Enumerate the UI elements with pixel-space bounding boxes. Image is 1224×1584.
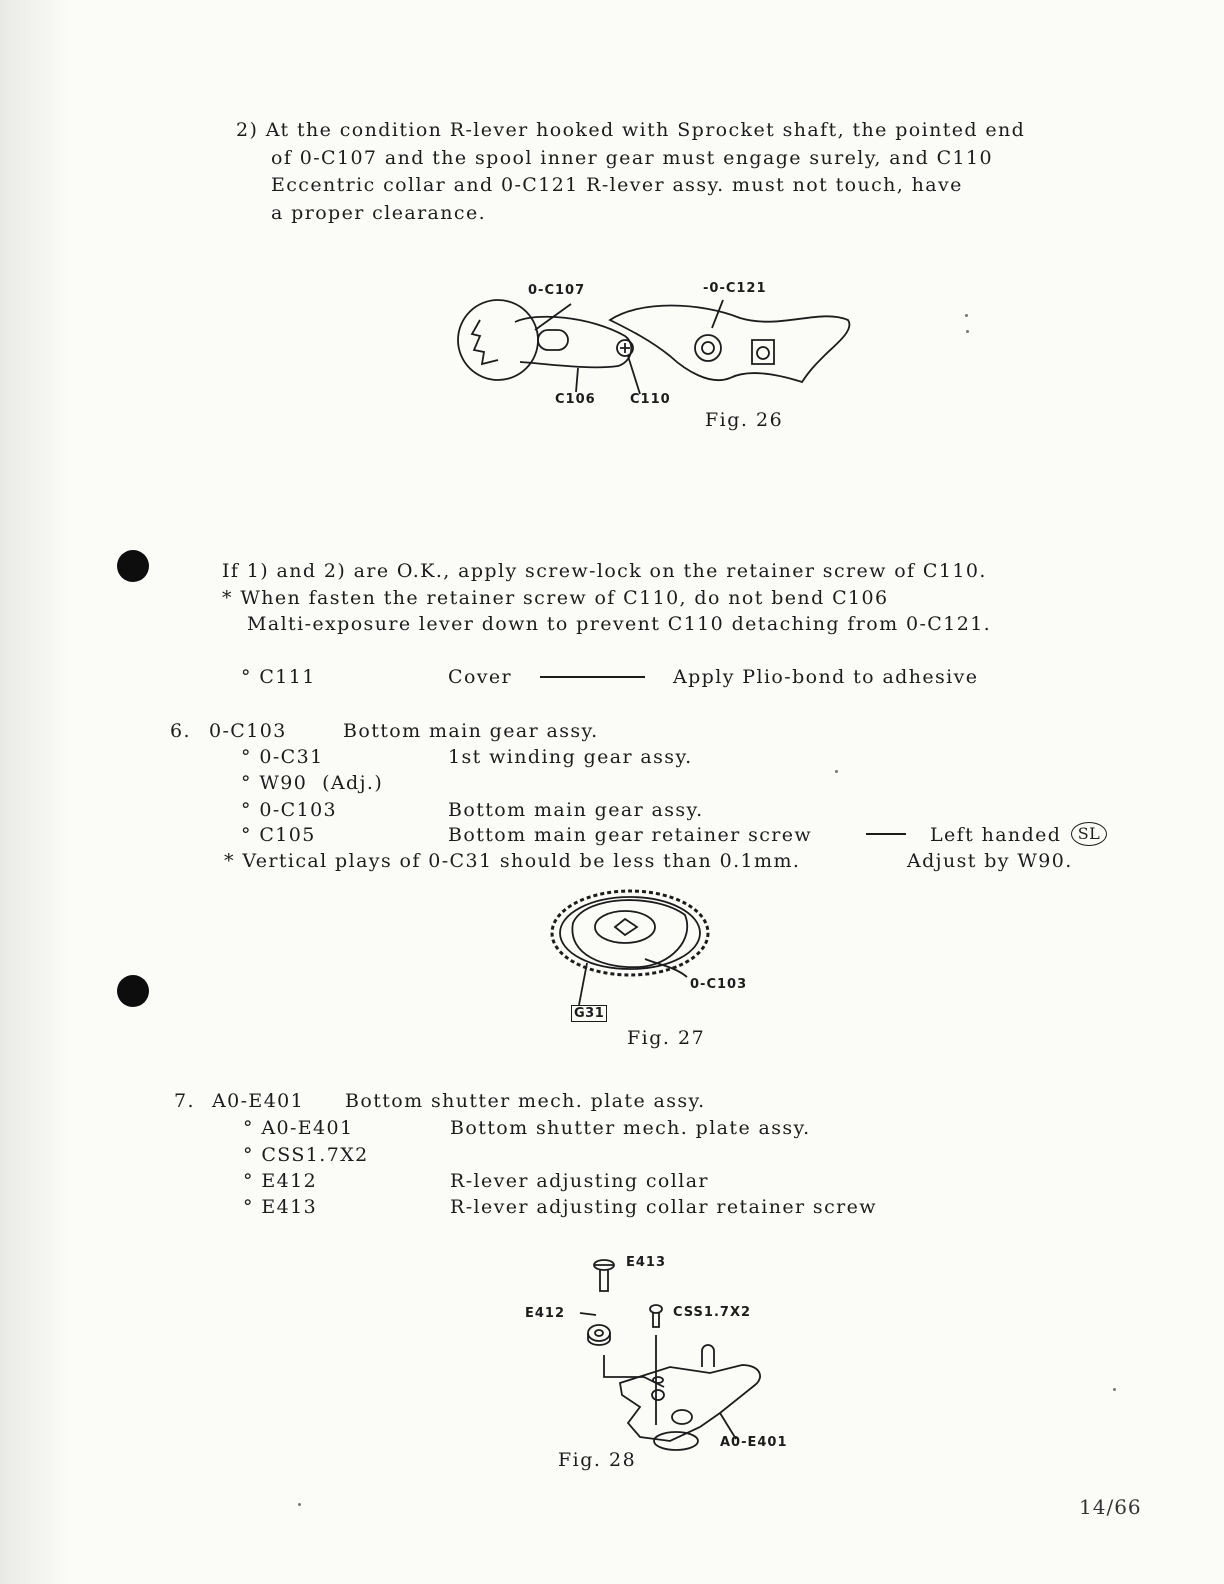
note-line-1: If 1) and 2) are O.K., apply screw-lock on the retainer screw of C110. xyxy=(222,560,987,582)
section7-item-desc: R-lever adjusting collar xyxy=(450,1170,709,1192)
section6-item-part: ° 0-C31 xyxy=(241,746,324,768)
section7-number: 7. xyxy=(174,1090,195,1112)
scan-speck xyxy=(966,330,969,333)
section7-item-part: ° E412 xyxy=(243,1170,318,1192)
section7-item-part: ° E413 xyxy=(243,1196,318,1218)
punch-hole-top xyxy=(117,550,149,582)
step2-line-1: 2) At the condition R-lever hooked with Sprocket shaft, the pointed end xyxy=(236,119,1026,141)
left-handed-label: Left handed xyxy=(930,824,1062,846)
step2-line-2: of 0-C107 and the spool inner gear must engage surely, and C110 xyxy=(271,147,994,169)
fig28-label-a0-e401: A0-E401 xyxy=(720,1435,788,1450)
section6-item-desc: Bottom main gear assy. xyxy=(448,799,704,821)
section7-part: A0-E401 xyxy=(212,1090,305,1112)
fig27-label-g31: G31 xyxy=(571,1005,607,1022)
section6-adjust: Adjust by W90. xyxy=(907,850,1073,872)
section6-item-part: ° C105 xyxy=(241,824,316,846)
section7-title: Bottom shutter mech. plate assy. xyxy=(345,1090,706,1112)
fig26-label-0-c107: 0-C107 xyxy=(528,283,586,298)
scan-speck xyxy=(298,1503,301,1506)
note-line-3: Malti-exposure lever down to prevent C110 detaching from 0-C121. xyxy=(247,613,992,635)
section6-item-desc: 1st winding gear assy. xyxy=(448,746,693,768)
scan-speck xyxy=(835,770,838,773)
step2-line-3: Eccentric collar and 0-C121 R-lever assy. must not touch, have xyxy=(271,174,963,196)
section7-item-desc: Bottom shutter mech. plate assy. xyxy=(450,1117,811,1139)
fig28-drawing xyxy=(560,1255,780,1465)
fig26-label-0-c121: -0-C121 xyxy=(703,281,767,296)
section6-number: 6. xyxy=(170,720,191,742)
section6-item-part: ° 0-C103 xyxy=(241,799,338,821)
c111-leader-line xyxy=(540,676,645,678)
c111-instruction: Apply Plio-bond to adhesive xyxy=(673,666,979,688)
fig26-label-c106: C106 xyxy=(555,392,596,407)
section7-item-part: ° CSS1.7X2 xyxy=(243,1144,369,1166)
scan-speck xyxy=(965,314,968,317)
fig27-caption: Fig. 27 xyxy=(627,1027,706,1049)
sl-mark: SL xyxy=(1071,822,1107,846)
fig27-drawing xyxy=(545,885,715,1015)
fig28-label-css1-7x2: CSS1.7X2 xyxy=(673,1305,752,1320)
section6-item-part: ° W90 (Adj.) xyxy=(241,772,384,794)
fig26-caption: Fig. 26 xyxy=(705,409,784,431)
section6-note: * Vertical plays of 0-C31 should be less than 0.1mm. xyxy=(224,850,801,872)
section6-part: 0-C103 xyxy=(209,720,287,742)
scan-edge-shade xyxy=(0,0,70,1584)
fig27-label-0-c103: 0-C103 xyxy=(690,977,748,992)
fig28-label-e413: E413 xyxy=(626,1255,667,1270)
c111-name: Cover xyxy=(448,666,513,688)
note-line-2: * When fasten the retainer screw of C110, do not bend C106 xyxy=(222,587,889,609)
fig26-label-c110: C110 xyxy=(630,392,671,407)
section7-item-part: ° A0-E401 xyxy=(243,1117,354,1139)
fig28-label-e412: E412 xyxy=(525,1306,566,1321)
step2-line-4: a proper clearance. xyxy=(271,202,487,224)
section6-item-desc: Bottom main gear retainer screw xyxy=(448,824,813,846)
page-number: 14/66 xyxy=(1079,1495,1142,1519)
scan-speck xyxy=(1113,1388,1116,1391)
section7-item-desc: R-lever adjusting collar retainer screw xyxy=(450,1196,877,1218)
fig28-caption: Fig. 28 xyxy=(558,1449,637,1471)
punch-hole-bottom xyxy=(117,975,149,1007)
section6-title: Bottom main gear assy. xyxy=(343,720,599,742)
c111-part: ° C111 xyxy=(241,666,316,688)
c105-leader-line xyxy=(866,833,906,835)
